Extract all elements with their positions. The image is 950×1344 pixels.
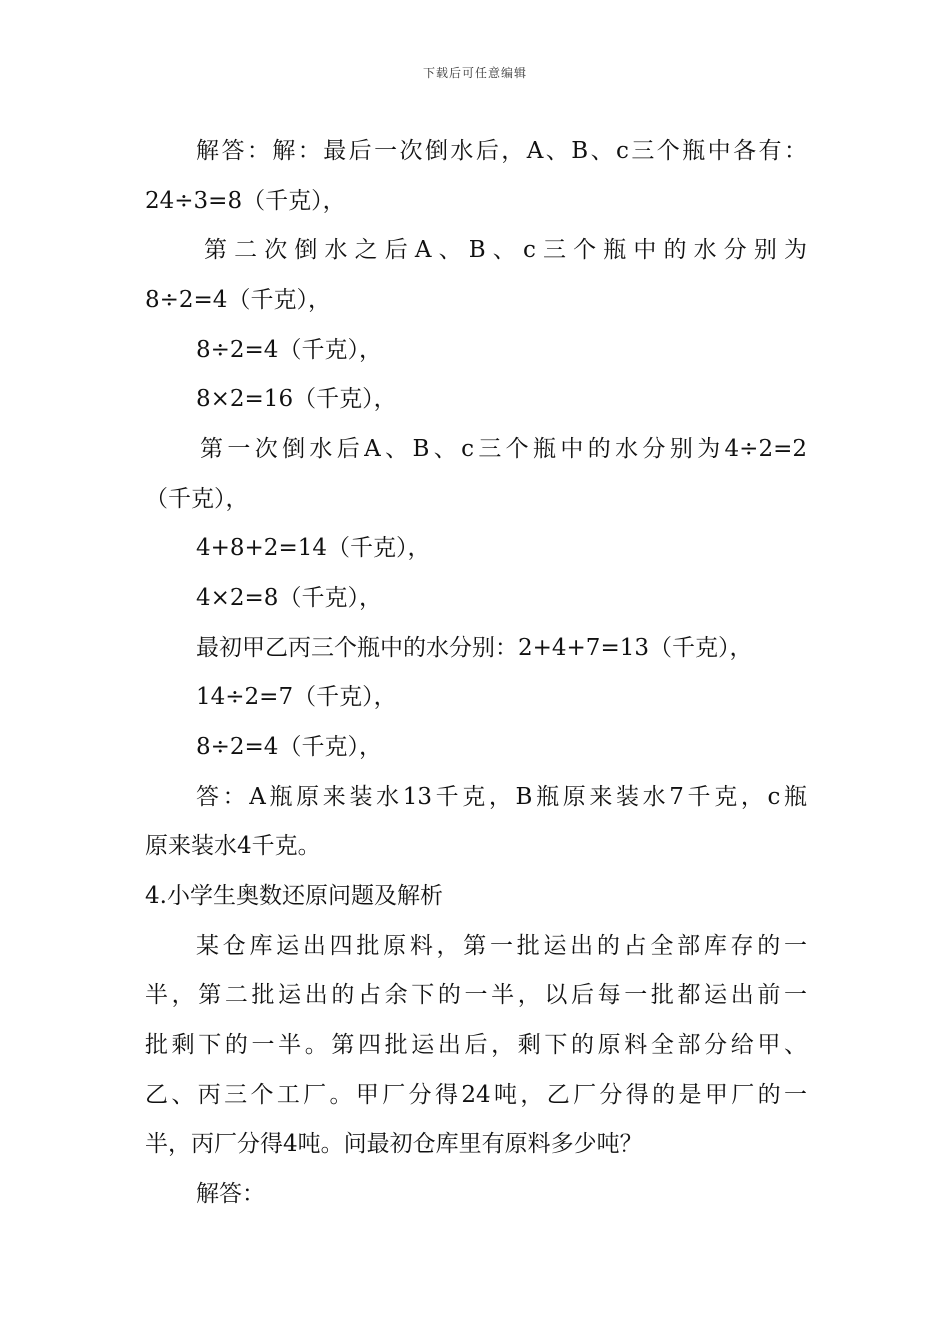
text-line: 8÷2=4（千克）， — [196, 734, 382, 760]
text-line: （千克）， — [145, 486, 249, 512]
text-line: 解答： — [196, 1181, 265, 1207]
text-line: 第二次倒水之后A、B、c三个瓶中的水分别为 — [204, 237, 807, 263]
text-line: 某仓库运出四批原料，第一批运出的占全部库存的一 — [196, 933, 807, 959]
text-line: 答：A瓶原来装水13千克，B瓶原来装水7千克，c瓶 — [196, 784, 807, 810]
text-line: 最初甲乙丙三个瓶中的水分别：2+4+7=13（千克）， — [196, 635, 753, 661]
text-line: 8÷2=4（千克）， — [145, 287, 331, 313]
text-line: 4×2=8（千克）， — [196, 585, 382, 611]
text-line: 半，丙厂分得4吨。问最初仓库里有原料多少吨？ — [145, 1131, 643, 1157]
text-line: 8÷2=4（千克）， — [196, 337, 382, 363]
text-line: 解答：解：最后一次倒水后，A、B、c三个瓶中各有： — [196, 138, 807, 164]
section-heading: 4.小学生奥数还原问题及解析 — [145, 883, 443, 909]
text-line: 原来装水4千克。 — [145, 833, 321, 859]
text-line: 14÷2=7（千克）， — [196, 684, 397, 710]
text-line: 8×2=16（千克）， — [196, 386, 397, 412]
text-line: 半，第二批运出的占余下的一半，以后每一批都运出前一 — [145, 982, 807, 1008]
text-line: 第一次倒水后A、B、c三个瓶中的水分别为4÷2=2 — [200, 436, 807, 462]
text-line: 24÷3=8（千克）， — [145, 188, 346, 214]
text-line: 乙、丙三个工厂。甲厂分得24吨，乙厂分得的是甲厂的一 — [145, 1082, 807, 1108]
page-header: 下载后可任意编辑 — [422, 66, 527, 80]
text-line: 4+8+2=14（千克）， — [196, 535, 431, 561]
text-line: 批剩下的一半。第四批运出后，剩下的原料全部分给甲、 — [145, 1032, 807, 1058]
